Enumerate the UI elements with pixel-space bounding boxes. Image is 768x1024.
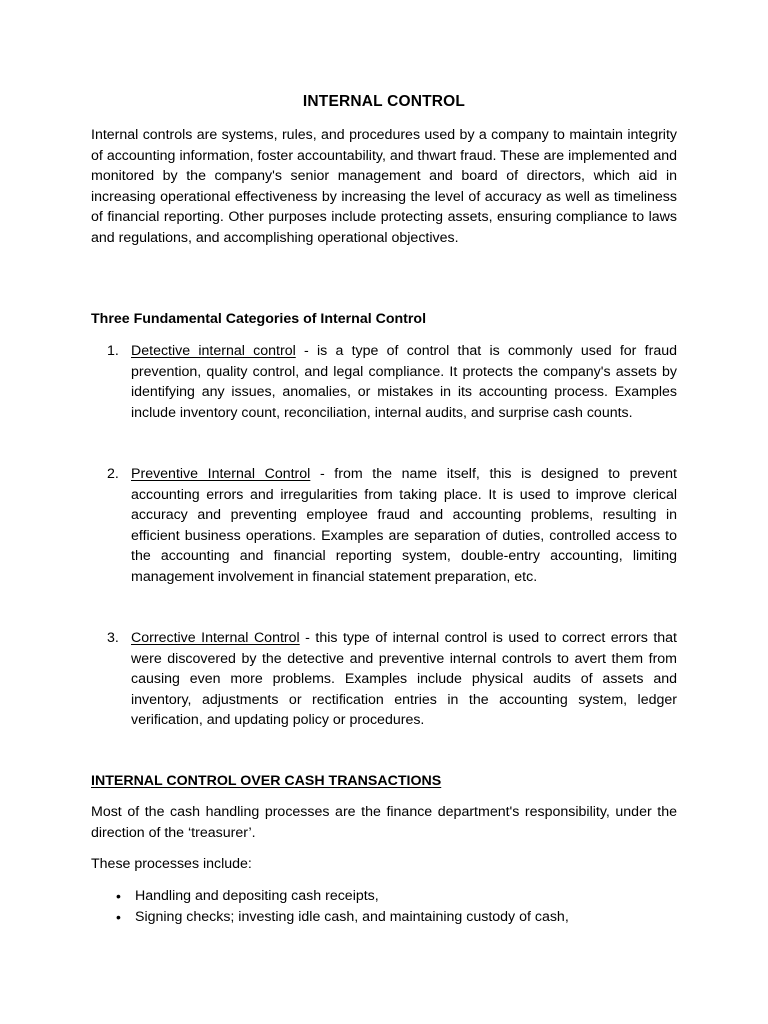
bullet-icon: • xyxy=(116,909,121,925)
list-number: 1. xyxy=(107,343,119,359)
document-title: INTERNAL CONTROL xyxy=(302,93,466,110)
category-description: - is a type of control that is commonly used for fraud prevention, quality control, and legal compliance. It protects the company's assets by identifying any issues, anomalies, or mistakes in its accounting process. Examples include inventory count, reconciliation, internal audits, and surprise cash counts. xyxy=(131,343,677,421)
list-item-text: Signing checks; investing idle cash, and maintaining custody of cash, xyxy=(135,909,569,925)
category-description: - this type of internal control is used to correct errors that were discovered by the detective and preventive internal controls to avert them from causing even more problems. Examples include physical audits of assets and inventory, adjustments or rectification entries in the accounting system, ledger verification, and updating policy or procedures. xyxy=(131,630,677,729)
category-text xyxy=(131,464,677,588)
list-number: 3. xyxy=(107,630,119,646)
category-text xyxy=(131,628,677,731)
intro-paragraph: Internal controls are systems, rules, and procedures used by a company to maintain integrity of accounting information, foster accountability, and thwart fraud. These are implemented and monitored by the company's senior management and board of directors, which aid in increasing operational effectiveness by increasing the level of accuracy as well as timeliness of financial reporting. Other purposes include protecting assets, ensuring compliance to laws and regulations, and accomplishing operational objectives. xyxy=(91,127,677,246)
cash-heading: INTERNAL CONTROL OVER CASH TRANSACTIONS xyxy=(91,773,442,789)
list-number: 2. xyxy=(107,466,119,482)
category-text xyxy=(131,341,677,423)
category-term: Corrective Internal Control xyxy=(131,630,300,646)
category-term: Preventive Internal Control xyxy=(131,466,311,482)
processes-list xyxy=(91,886,677,928)
cash-intro-paragraph: Most of the cash handling processes are the finance department's responsibility, under the direction of the ‘treasurer’. xyxy=(91,804,677,841)
bullet-icon: • xyxy=(116,888,121,904)
processes-label: These processes include: xyxy=(91,856,252,872)
list-item-text: Handling and depositing cash receipts, xyxy=(135,888,379,904)
category-description: - from the name itself, this is designed to prevent accounting errors and irregularities from taking place. It is used to improve clerical accuracy and preventing employee fraud and accounting problems, resulting in efficient business operations. Examples are separation of duties, controlled access to the accounting and financial reporting system, double-entry accounting, limiting management involvement in financial statement preparation, etc. xyxy=(131,466,677,585)
categories-heading: Three Fundamental Categories of Internal Control xyxy=(91,311,427,327)
category-term: Detective internal control xyxy=(131,343,296,359)
list-item xyxy=(91,886,677,907)
list-item xyxy=(91,907,677,928)
